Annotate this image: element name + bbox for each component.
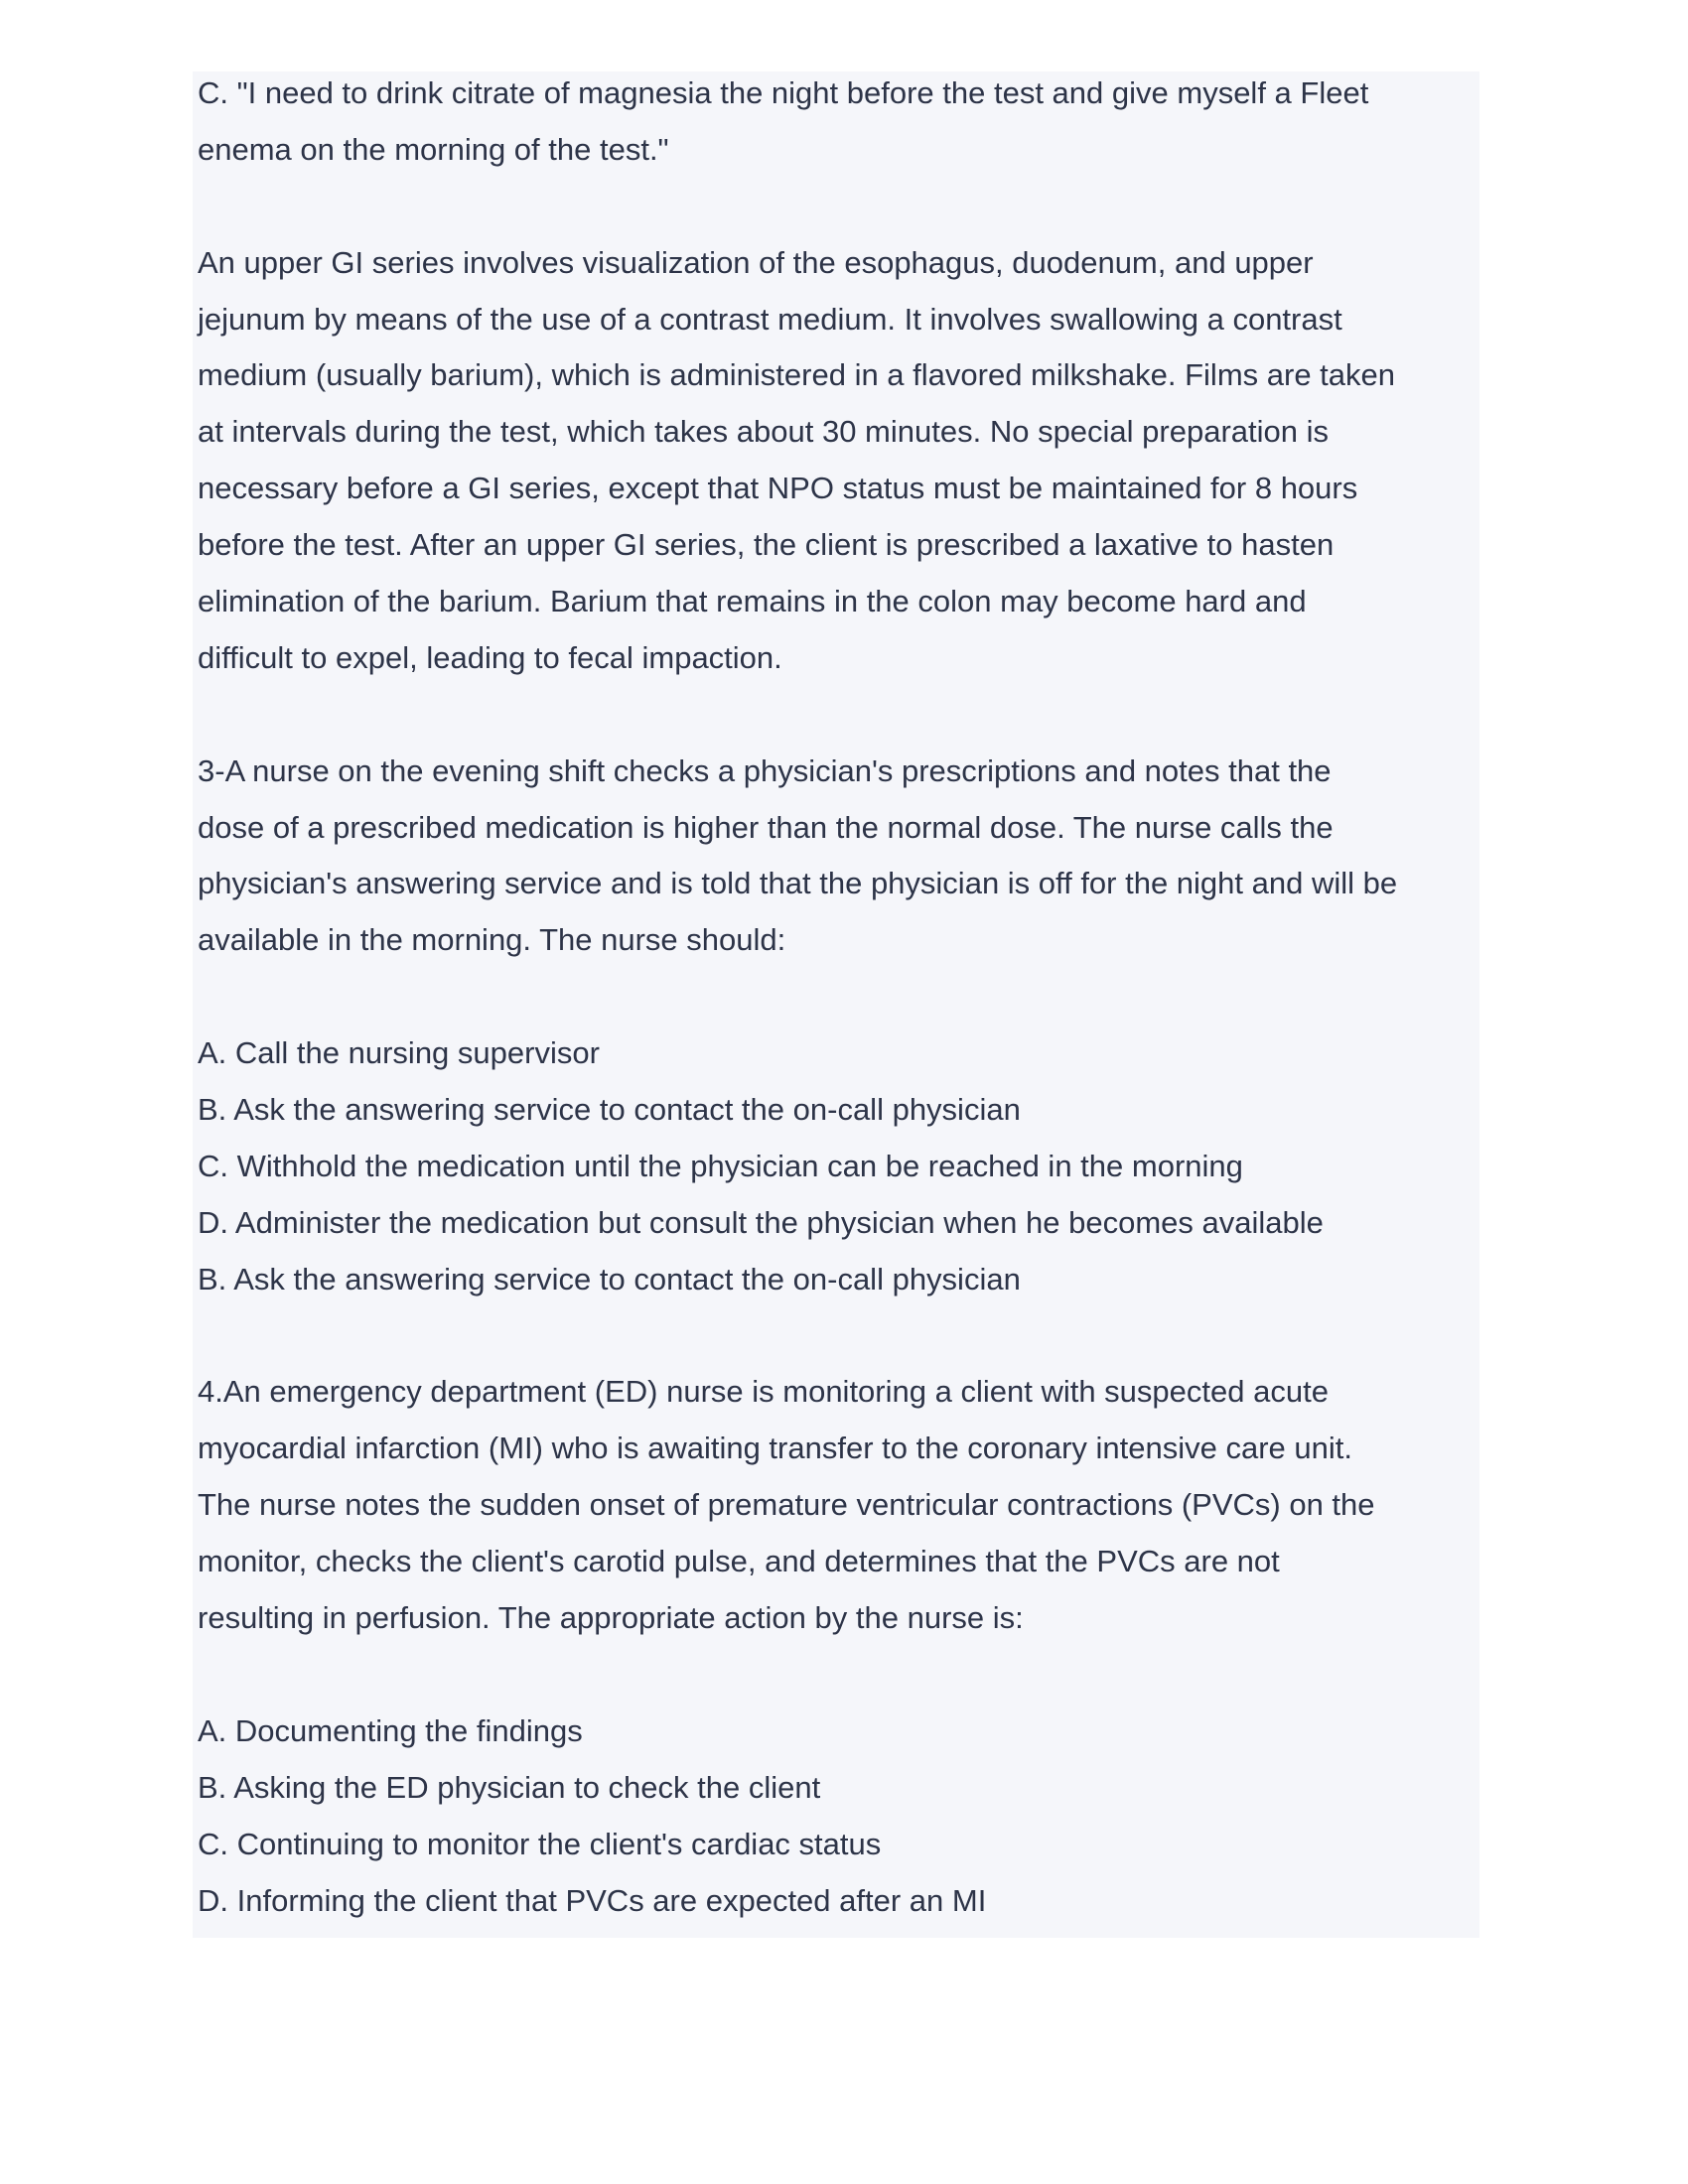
text-line: The nurse notes the sudden onset of premature ventricular contractions (PVCs) on the: [198, 1487, 1375, 1523]
blank-line: [198, 1647, 1488, 1704]
blank-line: [198, 687, 1488, 744]
text-line: at intervals during the test, which takes about 30 minutes. No special preparation is: [198, 414, 1330, 450]
text-line: 4.An emergency department (ED) nurse is monitoring a client with suspected acute: [198, 1374, 1329, 1410]
text-line: available in the morning. The nurse should:: [198, 922, 786, 958]
text-line: enema on the morning of the test.": [198, 131, 669, 167]
blank-line: [198, 969, 1488, 1025]
text-line: physician's answering service and is told that the physician is off for the night and will be: [198, 866, 1398, 901]
text-line: B. Ask the answering service to contact the on-call physician: [198, 1092, 1021, 1128]
text-line: jejunum by means of the use of a contrast medium. It involves swallowing a contrast: [198, 301, 1342, 337]
text-line: C. "I need to drink citrate of magnesia the night before the test and give myself a Fleet: [198, 75, 1369, 110]
text-line: difficult to expel, leading to fecal impaction.: [198, 639, 782, 675]
text-line: 3-A nurse on the evening shift checks a physician's prescriptions and notes that the: [198, 752, 1332, 788]
text-line: A. Call the nursing supervisor: [198, 1035, 600, 1071]
text-line: elimination of the barium. Barium that remains in the colon may become hard and: [198, 584, 1307, 619]
text-line: resulting in perfusion. The appropriate action by the nurse is:: [198, 1600, 1024, 1636]
text-line: C. Withhold the medication until the physician can be reached in the morning: [198, 1148, 1243, 1183]
document-text: [198, 66, 1488, 1929]
text-line: dose of a prescribed medication is higher than the normal dose. The nurse calls the: [198, 809, 1334, 845]
blank-line: [198, 179, 1488, 235]
text-line: C. Continuing to monitor the client's cardiac status: [198, 1826, 882, 1861]
text-line: B. Ask the answering service to contact the on-call physician: [198, 1261, 1021, 1297]
text-line: A. Documenting the findings: [198, 1712, 583, 1748]
text-line: myocardial infarction (MI) who is awaiting transfer to the coronary intensive care unit.: [198, 1431, 1352, 1466]
text-line: medium (usually barium), which is administered in a flavored milkshake. Films are taken: [198, 357, 1396, 393]
text-line: necessary before a GI series, except that NPO status must be maintained for 8 hours: [198, 471, 1358, 506]
text-line: B. Asking the ED physician to check the client: [198, 1769, 821, 1805]
blank-line: [198, 1308, 1488, 1365]
text-line: D. Administer the medication but consult the physician when he becomes available: [198, 1204, 1324, 1240]
text-line: D. Informing the client that PVCs are expected after an MI: [198, 1882, 987, 1918]
text-line: before the test. After an upper GI series, the client is prescribed a laxative to hasten: [198, 527, 1335, 563]
text-line: monitor, checks the client's carotid pulse, and determines that the PVCs are not: [198, 1544, 1280, 1579]
text-line: An upper GI series involves visualization of the esophagus, duodenum, and upper: [198, 244, 1314, 280]
